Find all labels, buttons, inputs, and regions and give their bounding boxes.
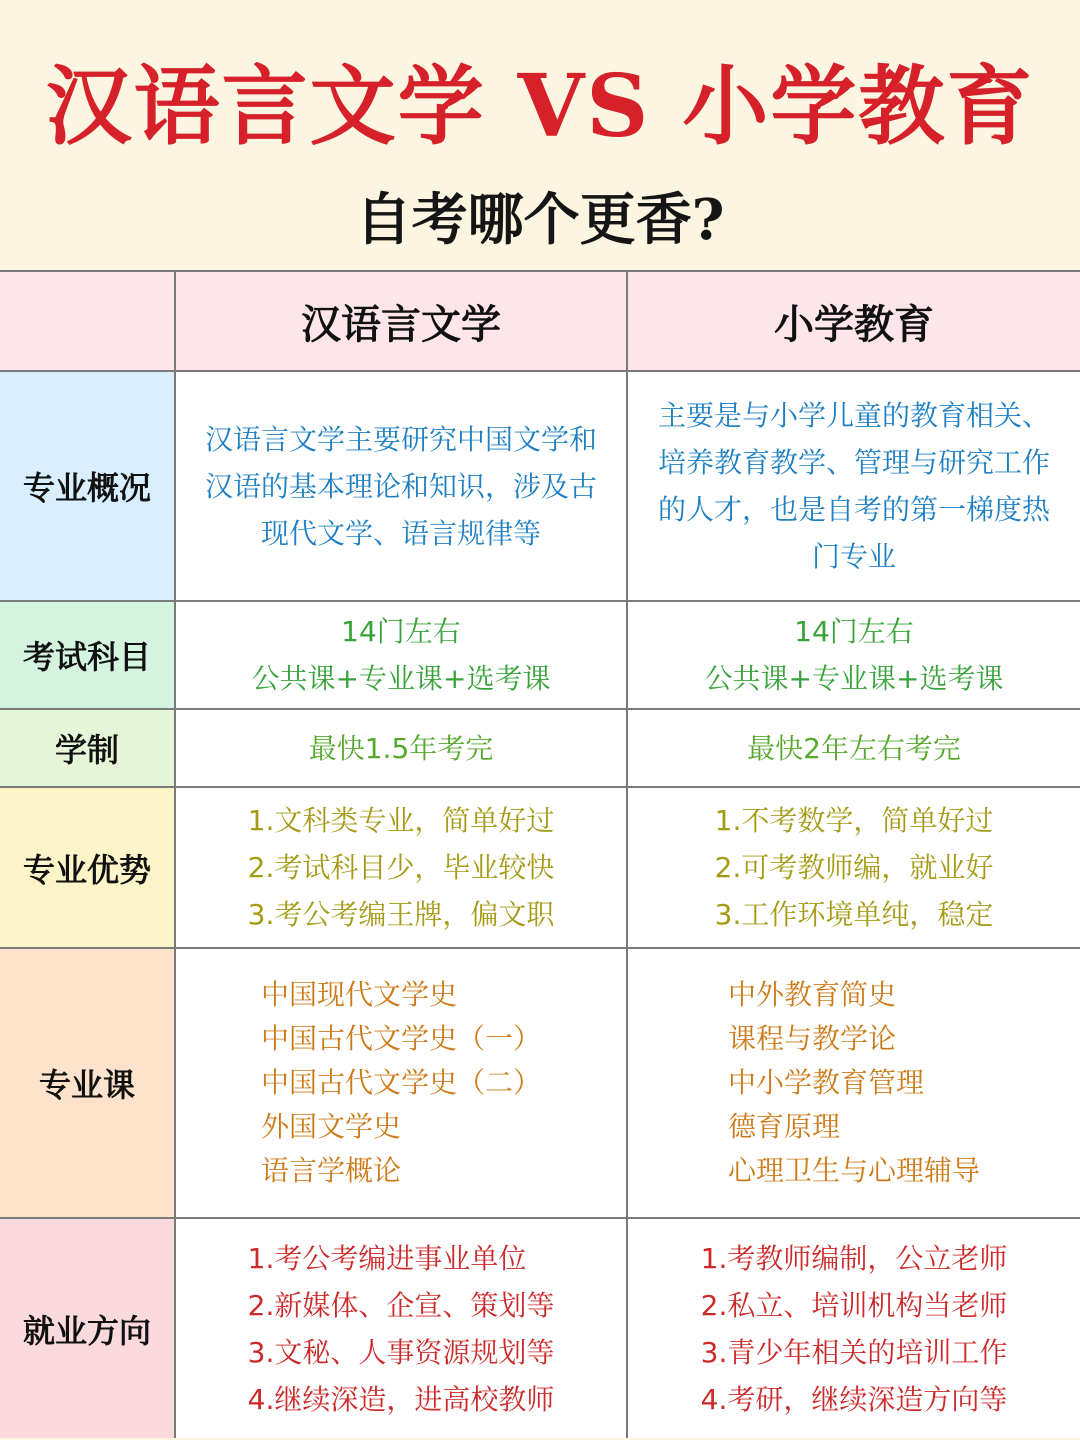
exam-types: 公共课+专业课+选考课 bbox=[704, 662, 1004, 695]
row-label-exam: 考试科目 bbox=[0, 602, 176, 708]
system-primary-education: 最快2年左右考完 bbox=[747, 731, 961, 765]
list-item: 语言学概论 bbox=[260, 1154, 401, 1187]
list-item: 3.考公考编王牌，偏文职 bbox=[247, 898, 555, 931]
list-item: 3.文秘、人事资源规划等 bbox=[247, 1335, 555, 1369]
intro-primary-education: 主要是与小学儿童的教育相关、培养教育教学、管理与研究工作的人才，也是自考的第一梯度热门专业 bbox=[657, 399, 1050, 573]
table-row-courses bbox=[0, 949, 1080, 1219]
list-item: 2.私立、培训机构当老师 bbox=[700, 1288, 1008, 1322]
exam-types: 公共课+专业课+选考课 bbox=[251, 662, 551, 695]
row-label-system: 学制 bbox=[0, 710, 176, 786]
corner-cell bbox=[0, 272, 176, 370]
comparison-table bbox=[0, 270, 1080, 1438]
table-row-exam bbox=[0, 602, 1080, 710]
table-row-career bbox=[0, 1219, 1080, 1438]
page-subtitle: 自考哪个更香? bbox=[355, 187, 725, 253]
list-item: 中小学教育管理 bbox=[727, 1066, 924, 1099]
row-label-career: 就业方向 bbox=[0, 1219, 176, 1438]
column-header-chinese-literature: 汉语言文学 bbox=[176, 272, 628, 370]
list-item: 4.考研，继续深造方向等 bbox=[700, 1382, 1008, 1416]
list-item: 中国古代文学史（二） bbox=[260, 1066, 541, 1099]
row-label-advantage: 专业优势 bbox=[0, 788, 176, 947]
list-item: 课程与教学论 bbox=[727, 1022, 896, 1055]
intro-chinese-literature: 汉语言文学主要研究中国文学和汉语的基本理论和知识，涉及古现代文学、语言规律等 bbox=[176, 372, 628, 600]
column-header-primary-education: 小学教育 bbox=[774, 301, 934, 348]
list-item: 4.继续深造，进高校教师 bbox=[247, 1382, 555, 1416]
list-item: 心理卫生与心理辅导 bbox=[727, 1154, 980, 1187]
list-item: 1.考教师编制，公立老师 bbox=[700, 1241, 1008, 1275]
list-item: 1.文科类专业，简单好过 bbox=[247, 804, 555, 837]
list-item: 3.青少年相关的培训工作 bbox=[700, 1335, 1008, 1369]
list-item: 2.考试科目少，毕业较快 bbox=[247, 851, 555, 884]
advantage-chinese-literature bbox=[176, 788, 628, 947]
list-item: 外国文学史 bbox=[260, 1110, 401, 1143]
list-item: 中外教育简史 bbox=[727, 978, 896, 1011]
row-label-intro: 专业概况 bbox=[0, 372, 176, 600]
exam-chinese-literature bbox=[176, 602, 628, 708]
row-label-courses: 专业课 bbox=[0, 949, 176, 1217]
advantage-primary-education bbox=[628, 788, 1080, 947]
exam-count: 14门左右 bbox=[341, 615, 461, 648]
table-row-advantage bbox=[0, 788, 1080, 949]
career-chinese-literature bbox=[176, 1219, 628, 1438]
list-item: 1.考公考编进事业单位 bbox=[247, 1241, 527, 1275]
list-item: 2.新媒体、企宣、策划等 bbox=[247, 1288, 555, 1322]
exam-count: 14门左右 bbox=[794, 615, 914, 648]
list-item: 1.不考数学，简单好过 bbox=[714, 804, 994, 837]
table-row-system bbox=[0, 710, 1080, 788]
table-header-row bbox=[0, 272, 1080, 372]
list-item: 2.可考教师编，就业好 bbox=[714, 851, 994, 884]
list-item: 德育原理 bbox=[727, 1110, 840, 1143]
page-title: 汉语言文学 VS 小学教育 bbox=[45, 56, 1035, 157]
list-item: 中国现代文学史 bbox=[260, 978, 457, 1011]
list-item: 3.工作环境单纯，稳定 bbox=[714, 898, 994, 931]
exam-primary-education bbox=[628, 602, 1080, 708]
table-row-intro bbox=[0, 372, 1080, 602]
list-item: 中国古代文学史（一） bbox=[260, 1022, 541, 1055]
system-chinese-literature: 最快1.5年考完 bbox=[176, 710, 628, 786]
career-primary-education bbox=[628, 1219, 1080, 1438]
courses-primary-education bbox=[628, 949, 1080, 1217]
header bbox=[0, 0, 1080, 270]
courses-chinese-literature bbox=[176, 949, 628, 1217]
